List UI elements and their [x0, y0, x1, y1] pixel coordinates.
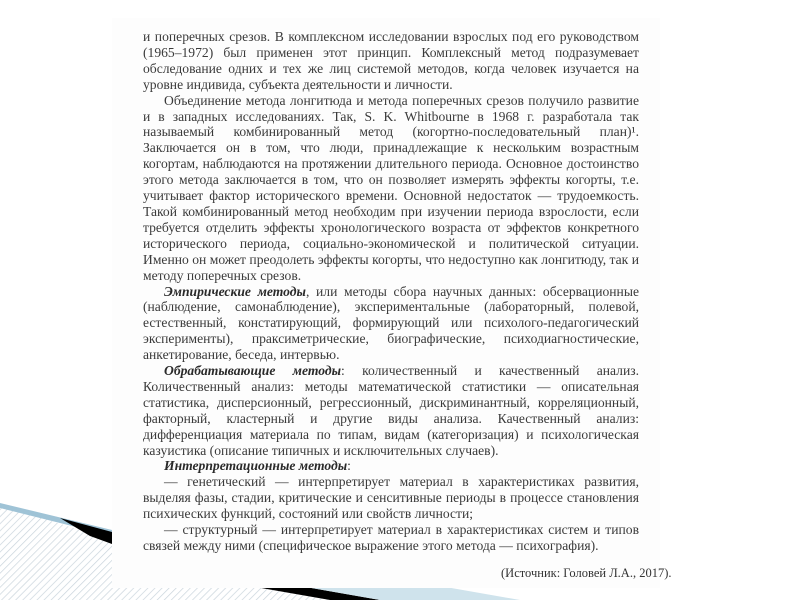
term-heading: Интерпретационные методы — [164, 458, 348, 474]
paragraph-text: — структурный — интерпретирует материал в характеристиках систем и типов связей между ними (специфическое выражение этого метода — психография). — [143, 522, 639, 553]
list-item — [143, 474, 639, 522]
paragraph-text: : количественный и качественный анализ. Количественный анализ: методы математической статистики — описательная статистика, дисперсионный, регрессионный, дискриминантный, корреляционный, факторный, кластерный и другие виды анализа. Качественный анализ: дифференциация материала по типам, видам (категоризация) и психологическая казуистика (описание типичных и исключительных случаев). — [143, 363, 640, 458]
paragraph-text: и поперечных срезов. В комплексном исследовании взрослых под его руководством (1965–1972) был применен этот принцип. Комплексный метод подразумевает обследование одних и тех же лиц системой методов, когда человек изучается на уровне индивида, субъекта деятельности и личности. — [143, 29, 639, 92]
paragraph — [143, 284, 639, 364]
paragraph-text: : — [347, 458, 351, 474]
paragraph — [143, 93, 639, 284]
paragraph — [143, 29, 639, 93]
term-heading: Эмпирические методы — [164, 283, 306, 299]
paragraph — [143, 363, 639, 458]
paragraph-text: , или методы сбора научных данных: обсервационные (наблюдение, самонаблюдение), экспериментальные (лабораторный, полевой, естественный, констатирующий, формирующий или психолого-педагогический эксперименты), праксиметрические, биографические, психодиагностические, анкетирование, беседа, интервью. — [143, 283, 639, 363]
term-heading: Обрабатывающие методы — [164, 363, 342, 379]
paragraph — [143, 458, 639, 474]
paragraph-text: — генетический — интерпретирует материал в характеристиках развития, выделяя фазы, стадии, критические и сенситивные периоды в процессе становления психических функций, состояний или свойств личности; — [143, 474, 639, 522]
paragraph-text: Объединение метода лонгитюда и метода поперечных срезов получило развитие и в западных исследованиях. Так, S. K. Whitbourne в 1968 г. разработала так называемый комбинированный метод (когортно-последовательный план)¹. Заключается он в том, что люди, принадлежащие к нескольким возрастным когортам, наблюдаются на протяжении длительного периода. Основное достоинство этого метода заключается в том, что он позволяет измерять эффекты когорты, т.е. учитывает фактор исторического времени. Основной недостаток — трудоемкость. Такой комбинированный метод необходим при изучении периода взрослости, если требуется отделить эффекты хронологического возраста от эффектов конкретного исторического периода, социально-экономической и политической ситуации. Именно он может преодолеть эффекты когорты, что недоступно как лонгитюду, так и методу поперечных срезов. — [143, 92, 639, 283]
list-item — [143, 522, 639, 554]
source-caption: (Источник: Головей Л.А., 2017). — [501, 566, 672, 580]
document-body — [143, 29, 639, 554]
